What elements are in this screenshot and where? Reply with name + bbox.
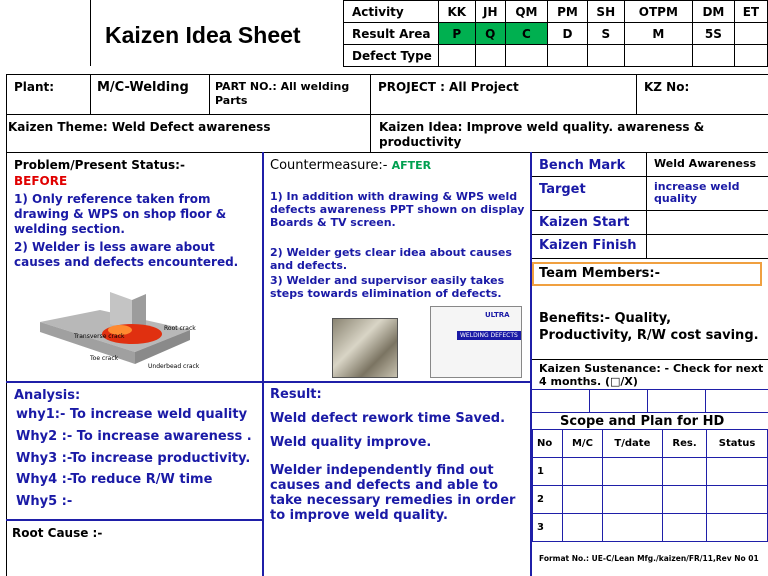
- empty-grid: [532, 389, 768, 413]
- cell-highlighted: Q: [475, 23, 505, 45]
- cell: [602, 486, 662, 514]
- problem-point: 1) Only reference taken from drawing & WPS on shop floor & welding section.: [14, 192, 227, 236]
- defect-type-label: Defect Type: [344, 45, 439, 67]
- result-point: Welder independently find out causes and defects and able to take necessary remedies in order to improve weld quality.: [270, 463, 516, 523]
- cell: [547, 45, 587, 67]
- target-label: Target: [539, 182, 586, 197]
- cell: [707, 486, 768, 514]
- page-title: Kaizen Idea Sheet: [105, 22, 301, 48]
- scope-row: [533, 458, 768, 486]
- col-tdate: T/date: [602, 430, 662, 458]
- cell: [563, 458, 603, 486]
- cell: [734, 23, 767, 45]
- cell: [505, 45, 547, 67]
- poster-brand: ULTRA: [485, 311, 510, 319]
- analysis-title: Analysis:: [14, 388, 81, 403]
- why-item: why1:- To increase weld quality: [16, 407, 248, 422]
- project: PROJECT : All Project: [378, 80, 519, 94]
- why-item: Why3 :-To increase productivity.: [16, 451, 251, 466]
- result-area-label: Result Area: [344, 23, 439, 45]
- col-no: No: [533, 430, 563, 458]
- problem-point: 2) Welder is less aware about causes and defects encountered.: [14, 240, 239, 269]
- poster-title: WELDING DEFECTS: [457, 331, 521, 340]
- target-value: increase weld quality: [654, 180, 740, 205]
- cell: OTPM: [624, 1, 692, 23]
- sustenance: Kaizen Sustenance: - Check for next 4 months. (□/X): [539, 362, 764, 388]
- scope-header-row: [533, 430, 768, 458]
- transverse-crack-label: Transverse crack: [74, 333, 125, 340]
- welding-defects-poster: [430, 306, 522, 378]
- why-item: Why2 :- To increase awareness .: [16, 429, 252, 444]
- row-no: 2: [533, 486, 563, 514]
- scope-title: Scope and Plan for HD: [560, 414, 725, 429]
- cell: [587, 45, 624, 67]
- activity-label: Activity: [344, 1, 439, 23]
- cell: KK: [439, 1, 476, 23]
- cell-highlighted: C: [505, 23, 547, 45]
- after-label: AFTER: [391, 159, 432, 172]
- kaizen-start-label: Kaizen Start: [539, 215, 630, 230]
- countermeasure-point: 3) Welder and supervisor easily takes steps towards elimination of defects.: [270, 274, 505, 300]
- cell-highlighted: P: [439, 23, 476, 45]
- countermeasure-title: [270, 158, 431, 173]
- countermeasure-point: 2) Welder gets clear idea about causes and defects.: [270, 246, 512, 272]
- countermeasure-point: 1) In addition with drawing & WPS weld defects awareness PPT shown on display Boards & TV screen.: [270, 190, 525, 229]
- problem-title: Problem/Present Status:-: [14, 158, 185, 172]
- weld-defects-illustration: [40, 292, 200, 372]
- kaizen-idea: Kaizen Idea: Improve weld quality. awareness & productivity: [379, 120, 705, 149]
- cell: ET: [734, 1, 767, 23]
- weld-bead-photo: [332, 318, 398, 378]
- plant-value: M/C-Welding: [97, 80, 189, 95]
- format-no: Format No.: UE-C/Lean Mfg./kaizen/FR/11,Rev No 01: [539, 554, 759, 563]
- cell: [563, 514, 603, 542]
- toe-crack-label: Toe crack: [90, 355, 119, 362]
- result-area-row: [344, 23, 768, 45]
- activity-table: [343, 0, 768, 67]
- why-item: Why4 :-To reduce R/W time: [16, 472, 213, 487]
- cell: [662, 514, 706, 542]
- cell: DM: [693, 1, 735, 23]
- col-res: Res.: [662, 430, 706, 458]
- why-item: Why5 :-: [16, 494, 73, 509]
- cell: 5S: [693, 23, 735, 45]
- cell: [475, 45, 505, 67]
- cell: [693, 45, 735, 67]
- cell: [602, 458, 662, 486]
- row-no: 1: [533, 458, 563, 486]
- defect-type-row: [344, 45, 768, 67]
- root-cause: Root Cause :-: [12, 526, 103, 540]
- team-members-label: Team Members:-: [539, 266, 660, 281]
- scope-table: [532, 429, 768, 542]
- cell: [439, 45, 476, 67]
- scope-row: [533, 514, 768, 542]
- col-mc: M/C: [563, 430, 603, 458]
- part-no: PART NO.: All welding Parts: [215, 80, 350, 107]
- cell: [662, 486, 706, 514]
- cell: [707, 514, 768, 542]
- col-status: Status: [707, 430, 768, 458]
- underbead-crack-label: Underbead crack: [148, 363, 200, 370]
- benefits: Benefits:- Quality, Productivity, R/W cost saving.: [539, 311, 759, 343]
- activity-row: [344, 1, 768, 23]
- kaizen-theme: Kaizen Theme: Weld Defect awareness: [8, 120, 271, 134]
- kaizen-finish-label: Kaizen Finish: [539, 238, 637, 253]
- bench-mark-value: Weld Awareness: [654, 157, 757, 170]
- root-crack-label: Root crack: [164, 325, 196, 332]
- cell: [734, 45, 767, 67]
- result-title: Result:: [270, 387, 322, 402]
- cell: SH: [587, 1, 624, 23]
- cell: M: [624, 23, 692, 45]
- cell: [707, 458, 768, 486]
- row-no: 3: [533, 514, 563, 542]
- result-point: Weld defect rework time Saved.: [270, 411, 506, 426]
- cell: QM: [505, 1, 547, 23]
- cell: [624, 45, 692, 67]
- cell: JH: [475, 1, 505, 23]
- countermeasure-title-text: Countermeasure:-: [270, 158, 388, 173]
- plant-label: Plant:: [14, 80, 55, 94]
- cell: D: [547, 23, 587, 45]
- cell: [602, 514, 662, 542]
- cell: [563, 486, 603, 514]
- scope-row: [533, 486, 768, 514]
- cell: S: [587, 23, 624, 45]
- kz-no: KZ No:: [644, 80, 690, 94]
- cell: PM: [547, 1, 587, 23]
- cell: [662, 458, 706, 486]
- bench-mark-label: Bench Mark: [539, 158, 626, 173]
- before-label: BEFORE: [14, 174, 68, 188]
- result-point: Weld quality improve.: [270, 435, 432, 450]
